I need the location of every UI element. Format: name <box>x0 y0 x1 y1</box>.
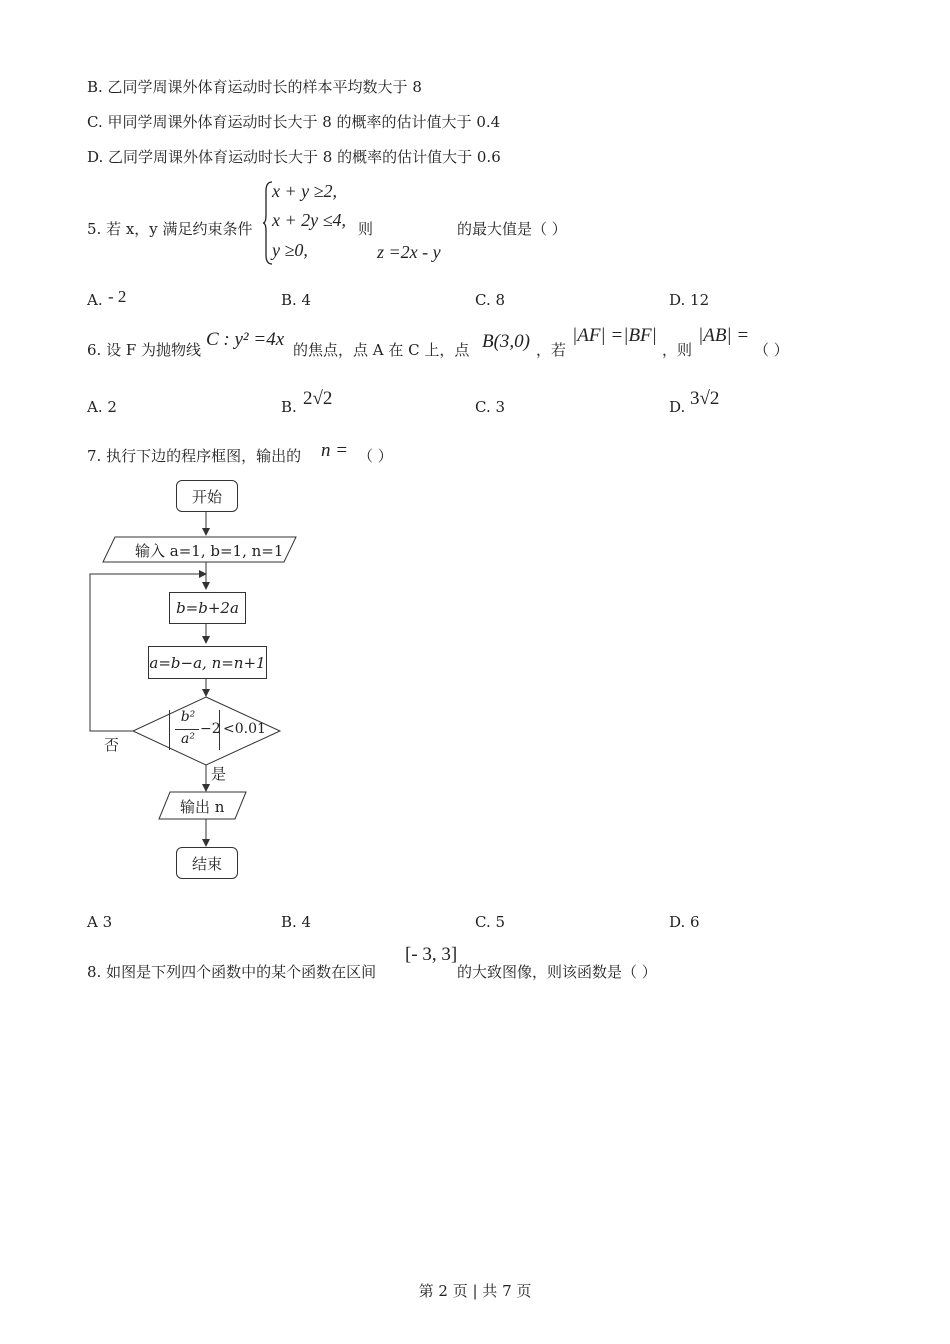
q4-option-b: B. 乙同学周课外体育运动时长的样本平均数大于 8 <box>87 78 422 96</box>
flowchart-start: 开始 <box>176 480 238 512</box>
q6-prefix: 6. 设 F 为抛物线 <box>87 341 202 359</box>
q4-option-c: C. 甲同学周课外体育运动时长大于 8 的概率的估计值大于 0.4 <box>87 113 501 131</box>
q5-option-a-label: A. <box>87 291 103 309</box>
flowchart-no-label: 否 <box>104 736 120 754</box>
flowchart-end: 结束 <box>176 847 238 879</box>
q4-option-d: D. 乙同学周课外体育运动时长大于 8 的概率的估计值大于 0.6 <box>87 148 501 166</box>
q5-objective: z =2x - y <box>377 242 441 262</box>
flowchart-cond-numerator: b² <box>180 709 196 725</box>
flowchart-abs-left <box>169 710 172 750</box>
flowchart-cond-minus: −2 <box>200 721 221 737</box>
q5-option-a-value: - 2 <box>108 287 127 306</box>
q5-constraint-1: x + y ≥2, <box>272 181 338 201</box>
q6-option-c: C. 3 <box>475 398 506 416</box>
q6-option-d-label: D. <box>669 398 686 416</box>
q5-constraint-3: y ≥0, <box>272 240 308 260</box>
flowchart-abs-right <box>219 710 222 750</box>
page-footer: 第 2 页 | 共 7 页 <box>418 1282 532 1300</box>
q7-option-b: B. 4 <box>281 913 312 931</box>
q7-option-a: A 3 <box>87 913 113 931</box>
q6-suffix: （ ） <box>754 341 789 359</box>
q6-option-d-value: 3√2 <box>690 388 720 409</box>
q5-option-c: C. 8 <box>475 291 506 309</box>
flowchart-cond-compare: <0.01 <box>223 721 266 737</box>
q7-suffix: （ ） <box>358 447 393 465</box>
q5-option-b: B. 4 <box>281 291 312 309</box>
q6-option-a: A. 2 <box>87 398 117 416</box>
q6-mid3: ，则 <box>662 341 693 359</box>
flowchart-cond-denominator: a² <box>181 731 195 747</box>
q8-interval: [- 3, 3] <box>405 944 458 965</box>
q7-option-c: C. 5 <box>475 913 506 931</box>
flowchart-input: 输入 a=1, b=1, n=1 <box>135 542 284 560</box>
q6-parabola: C : y² =4x <box>206 329 285 350</box>
q6-condition: |AF| =|BF| <box>572 325 657 346</box>
q6-option-b-label: B. <box>281 398 297 416</box>
q7-prefix: 7. 执行下边的程序框图，输出的 <box>87 447 302 465</box>
q5-suffix: 的最大值是（ ） <box>457 220 567 238</box>
flowchart-fraction-bar <box>175 729 199 730</box>
q6-mid1: 的焦点，点 A 在 C 上，点 <box>293 341 470 359</box>
q5-constraint-2: x + 2y ≤4, <box>272 210 347 230</box>
q7-option-d: D. 6 <box>669 913 700 931</box>
q6-ask: |AB| = <box>698 325 750 346</box>
q5-prefix: 5. 若 x，y 满足约束条件 <box>87 220 253 238</box>
flowchart-step-a-n: a=b−a, n=n+1 <box>148 646 267 679</box>
q8-suffix: 的大致图像，则该函数是（ ） <box>457 963 657 981</box>
flowchart-step-b: b=b+2a <box>169 592 246 624</box>
q6-point-b: B(3,0) <box>482 331 531 352</box>
q8-prefix: 8. 如图是下列四个函数中的某个函数在区间 <box>87 963 377 981</box>
q6-mid2: ，若 <box>536 341 567 359</box>
q5-option-d: D. 12 <box>669 291 710 309</box>
flowchart-output: 输出 n <box>180 798 225 816</box>
q6-option-b-value: 2√2 <box>303 388 333 409</box>
q5-then: 则 <box>358 220 374 238</box>
flowchart-yes-label: 是 <box>211 765 227 783</box>
q7-variable: n = <box>321 440 349 461</box>
